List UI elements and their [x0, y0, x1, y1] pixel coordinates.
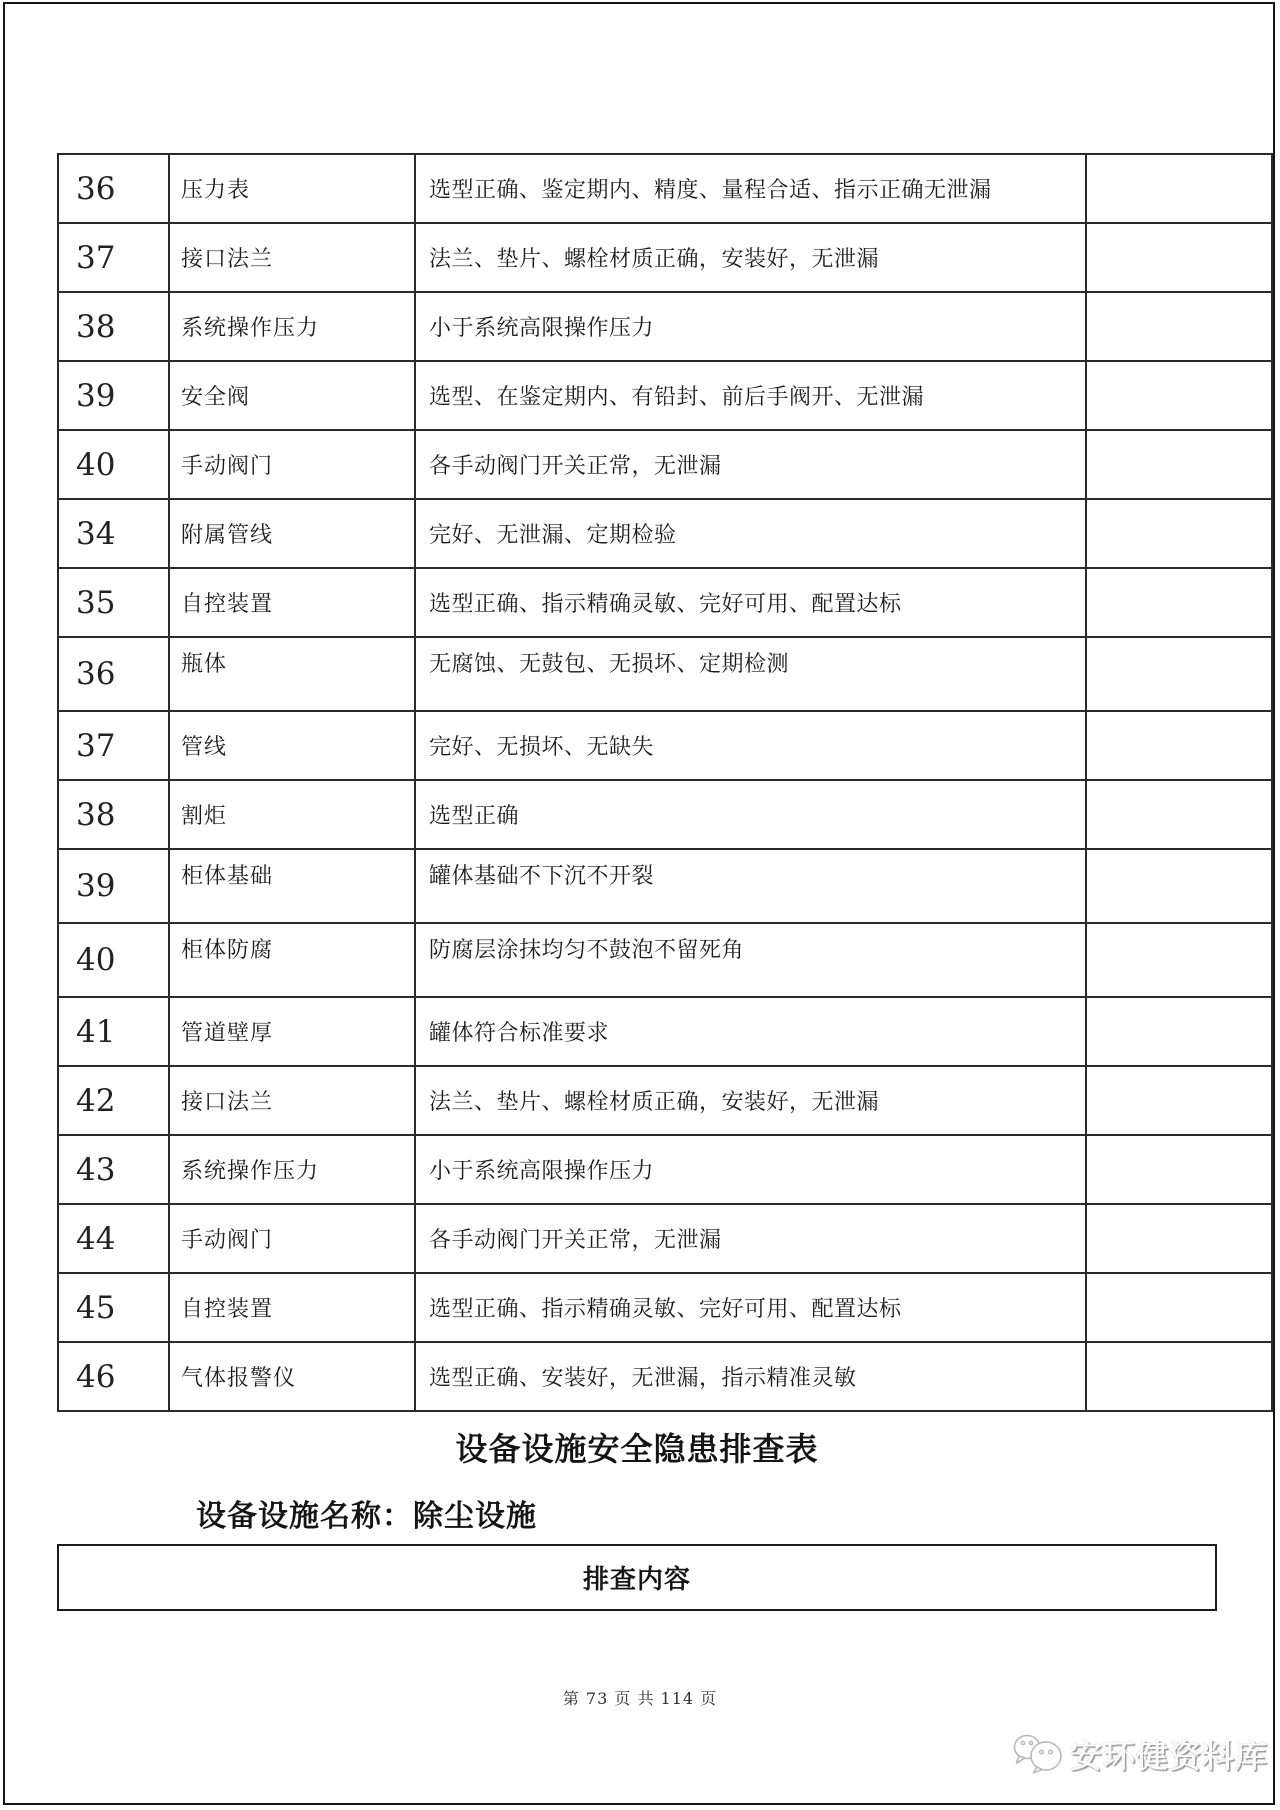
table-row: [58, 923, 1272, 997]
table-row: [58, 1204, 1272, 1273]
row-result-cell: [1086, 1066, 1272, 1135]
row-check-content: 各手动阀门开关正常，无泄漏: [415, 1204, 1086, 1273]
row-check-content: 罐体基础不下沉不开裂: [415, 849, 1086, 923]
row-result-cell: [1086, 637, 1272, 711]
row-number: 36: [58, 637, 169, 711]
table-row: [58, 154, 1272, 223]
table-row: [58, 711, 1272, 780]
row-number: 43: [58, 1135, 169, 1204]
row-item-name: 附属管线: [169, 499, 415, 568]
inspection-table: [57, 153, 1273, 1412]
row-check-content: 选型正确: [415, 780, 1086, 849]
row-item-name: 柜体防腐: [169, 923, 415, 997]
row-item-name: 压力表: [169, 154, 415, 223]
row-item-name: 系统操作压力: [169, 1135, 415, 1204]
table-row: [58, 780, 1272, 849]
row-item-name: 自控装置: [169, 568, 415, 637]
table-row: [58, 292, 1272, 361]
row-result-cell: [1086, 1135, 1272, 1204]
row-number: 36: [58, 154, 169, 223]
row-number: 45: [58, 1273, 169, 1342]
row-item-name: 安全阀: [169, 361, 415, 430]
row-result-cell: [1086, 361, 1272, 430]
watermark-text: 安环健资料库: [1069, 1737, 1268, 1775]
header-box-label: 排查内容: [582, 1565, 691, 1595]
row-number: 39: [58, 361, 169, 430]
table-row: [58, 637, 1272, 711]
equipment-name-line: 设备设施名称：除尘设施: [196, 1499, 537, 1534]
row-check-content: 完好、无泄漏、定期检验: [415, 499, 1086, 568]
row-number: 37: [58, 711, 169, 780]
table-row: [58, 361, 1272, 430]
table-row: [58, 499, 1272, 568]
row-check-content: 防腐层涂抹均匀不鼓泡不留死角: [415, 923, 1086, 997]
row-result-cell: [1086, 923, 1272, 997]
row-result-cell: [1086, 430, 1272, 499]
row-check-content: 法兰、垫片、螺栓材质正确，安装好，无泄漏: [415, 1066, 1086, 1135]
row-item-name: 系统操作压力: [169, 292, 415, 361]
row-number: 39: [58, 849, 169, 923]
row-check-content: 完好、无损坏、无缺失: [415, 711, 1086, 780]
row-number: 41: [58, 997, 169, 1066]
row-number: 38: [58, 780, 169, 849]
row-result-cell: [1086, 849, 1272, 923]
row-result-cell: [1086, 292, 1272, 361]
row-result-cell: [1086, 780, 1272, 849]
table-row: [58, 1342, 1272, 1411]
table-row: [58, 1066, 1272, 1135]
row-item-name: 气体报警仪: [169, 1342, 415, 1411]
row-check-content: 选型正确、安装好，无泄漏，指示精准灵敏: [415, 1342, 1086, 1411]
table-row: [58, 223, 1272, 292]
row-check-content: 法兰、垫片、螺栓材质正确，安装好，无泄漏: [415, 223, 1086, 292]
row-number: 46: [58, 1342, 169, 1411]
row-check-content: 无腐蚀、无鼓包、无损坏、定期检测: [415, 637, 1086, 711]
row-item-name: 割炬: [169, 780, 415, 849]
table-row: [58, 997, 1272, 1066]
row-check-content: 小于系统高限操作压力: [415, 1135, 1086, 1204]
row-item-name: 管线: [169, 711, 415, 780]
row-result-cell: [1086, 568, 1272, 637]
table-row: [58, 430, 1272, 499]
row-item-name: 接口法兰: [169, 1066, 415, 1135]
row-item-name: 手动阀门: [169, 1204, 415, 1273]
wechat-bubbles-icon: [1012, 1732, 1064, 1776]
row-number: 34: [58, 499, 169, 568]
watermark: [1012, 1730, 1268, 1778]
table-row: [58, 849, 1272, 923]
row-number: 42: [58, 1066, 169, 1135]
row-item-name: 瓶体: [169, 637, 415, 711]
row-number: 40: [58, 923, 169, 997]
row-number: 37: [58, 223, 169, 292]
next-table-header-box: [57, 1544, 1217, 1611]
row-result-cell: [1086, 997, 1272, 1066]
row-number: 40: [58, 430, 169, 499]
row-result-cell: [1086, 1342, 1272, 1411]
table-row: [58, 568, 1272, 637]
row-check-content: 选型、在鉴定期内、有铅封、前后手阀开、无泄漏: [415, 361, 1086, 430]
row-result-cell: [1086, 1273, 1272, 1342]
row-item-name: 接口法兰: [169, 223, 415, 292]
row-check-content: 选型正确、鉴定期内、精度、量程合适、指示正确无泄漏: [415, 154, 1086, 223]
section-title: 设备设施安全隐患排查表: [455, 1430, 819, 1468]
row-item-name: 自控装置: [169, 1273, 415, 1342]
row-check-content: 选型正确、指示精确灵敏、完好可用、配置达标: [415, 1273, 1086, 1342]
table-row: [58, 1273, 1272, 1342]
table-row: [58, 1135, 1272, 1204]
row-item-name: 手动阀门: [169, 430, 415, 499]
row-number: 35: [58, 568, 169, 637]
row-result-cell: [1086, 711, 1272, 780]
row-number: 44: [58, 1204, 169, 1273]
row-check-content: 选型正确、指示精确灵敏、完好可用、配置达标: [415, 568, 1086, 637]
row-item-name: 柜体基础: [169, 849, 415, 923]
row-number: 38: [58, 292, 169, 361]
row-result-cell: [1086, 154, 1272, 223]
row-check-content: 罐体符合标准要求: [415, 997, 1086, 1066]
row-result-cell: [1086, 1204, 1272, 1273]
row-result-cell: [1086, 499, 1272, 568]
page-number: 第 73 页 共 114 页: [562, 1689, 718, 1708]
row-item-name: 管道壁厚: [169, 997, 415, 1066]
row-check-content: 各手动阀门开关正常，无泄漏: [415, 430, 1086, 499]
row-result-cell: [1086, 223, 1272, 292]
row-check-content: 小于系统高限操作压力: [415, 292, 1086, 361]
